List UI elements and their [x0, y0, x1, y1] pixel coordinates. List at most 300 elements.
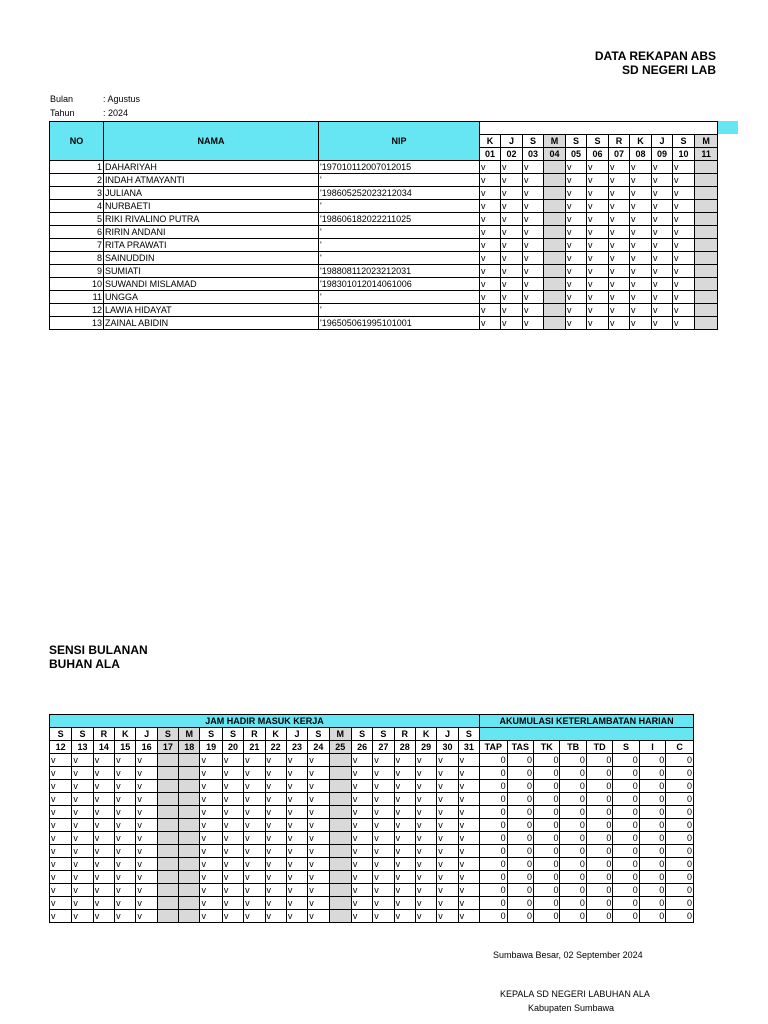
day-letter: R	[609, 135, 630, 148]
attendance-cell: v	[351, 897, 372, 910]
attendance-cell: v	[501, 213, 523, 226]
attendance-cell: v	[609, 252, 630, 265]
attendance-cell: v	[351, 910, 372, 923]
tahun-value: : 2024	[103, 108, 129, 118]
attendance-cell: v	[673, 317, 695, 330]
attendance-cell: v	[200, 897, 222, 910]
attendance-cell: v	[523, 278, 544, 291]
attendance-cell: v	[587, 226, 609, 239]
attendance-cell: v	[652, 200, 673, 213]
attendance-cell: v	[115, 832, 136, 845]
akumulasi-col-header: S	[613, 741, 639, 754]
attendance-cell: v	[308, 832, 329, 845]
attendance-cell: v	[351, 767, 372, 780]
akumulasi-cell: 0	[507, 858, 533, 871]
signature-subtitle: Kabupaten Sumbawa	[528, 1003, 615, 1013]
row-nip: '198301012014061006	[319, 278, 480, 291]
attendance-cell: v	[115, 845, 136, 858]
table-row	[50, 213, 718, 226]
attendance-cell	[329, 858, 351, 871]
attendance-cell: v	[115, 884, 136, 897]
attendance-cell: v	[136, 767, 157, 780]
akumulasi-cell: 0	[613, 819, 639, 832]
attendance-cell: v	[566, 239, 587, 252]
attendance-cell: v	[587, 291, 609, 304]
attendance-cell: v	[72, 806, 93, 819]
table-row	[50, 278, 718, 291]
attendance-cell: v	[286, 910, 307, 923]
attendance-cell: v	[587, 252, 609, 265]
attendance-cell: v	[566, 161, 587, 174]
bulan-label: Bulan	[50, 94, 74, 104]
attendance-cell: v	[630, 226, 652, 239]
attendance-cell	[157, 897, 178, 910]
attendance-cell: v	[286, 754, 307, 767]
attendance-cell: v	[673, 161, 695, 174]
row-no: 8	[50, 252, 104, 265]
row-nip: '	[319, 200, 480, 213]
akumulasi-cell: 0	[534, 754, 560, 767]
attendance-cell: v	[50, 780, 72, 793]
attendance-cell: v	[501, 226, 523, 239]
row-no: 1	[50, 161, 104, 174]
akumulasi-cell: 0	[586, 767, 612, 780]
attendance-cell	[179, 793, 200, 806]
attendance-cell: v	[136, 871, 157, 884]
attendance-cell: v	[351, 845, 372, 858]
attendance-cell: v	[222, 819, 243, 832]
attendance-cell: v	[200, 780, 222, 793]
attendance-cell: v	[566, 291, 587, 304]
tahun-label: Tahun	[50, 108, 75, 118]
attendance-cell: v	[244, 832, 265, 845]
row-nama: INDAH ATMAYANTI	[104, 174, 319, 187]
attendance-cell: v	[523, 291, 544, 304]
row-no: 13	[50, 317, 104, 330]
attendance-cell: v	[587, 278, 609, 291]
row-nama: UNGGA	[104, 291, 319, 304]
attendance-cell: v	[351, 780, 372, 793]
akumulasi-spacer	[480, 728, 694, 741]
day-letter: M	[329, 728, 351, 741]
attendance-cell: v	[93, 819, 114, 832]
attendance-cell: v	[50, 871, 72, 884]
attendance-cell: v	[394, 897, 415, 910]
akumulasi-cell: 0	[586, 832, 612, 845]
row-nip: '	[319, 291, 480, 304]
attendance-cell: v	[286, 858, 307, 871]
akumulasi-cell: 0	[639, 897, 665, 910]
row-nip: '197010112007012015	[319, 161, 480, 174]
day-number: 17	[157, 741, 178, 754]
day-number: 15	[115, 741, 136, 754]
akumulasi-cell: 0	[534, 793, 560, 806]
akumulasi-cell: 0	[534, 806, 560, 819]
attendance-cell: v	[566, 174, 587, 187]
akumulasi-cell: 0	[507, 910, 533, 923]
attendance-cell: v	[136, 806, 157, 819]
akumulasi-cell: 0	[560, 754, 586, 767]
akumulasi-cell: 0	[639, 910, 665, 923]
akumulasi-cell: 0	[586, 858, 612, 871]
akumulasi-cell: 0	[560, 767, 586, 780]
attendance-cell: v	[244, 780, 265, 793]
day-number: 16	[136, 741, 157, 754]
table-row	[50, 897, 694, 910]
akumulasi-cell: 0	[480, 832, 507, 845]
row-nama: RIRIN ANDANI	[104, 226, 319, 239]
attendance-cell: v	[652, 304, 673, 317]
table-row	[50, 910, 694, 923]
attendance-cell	[329, 767, 351, 780]
akumulasi-cell: 0	[666, 910, 694, 923]
attendance-cell: v	[609, 213, 630, 226]
day-number: 14	[93, 741, 114, 754]
attendance-cell: v	[373, 871, 394, 884]
attendance-cell	[544, 187, 566, 200]
akumulasi-cell: 0	[666, 767, 694, 780]
akumulasi-cell: 0	[639, 754, 665, 767]
attendance-cell: v	[480, 304, 501, 317]
attendance-cell: v	[222, 845, 243, 858]
akumulasi-cell: 0	[639, 845, 665, 858]
place-date: Sumbawa Besar, 02 September 2024	[493, 950, 643, 960]
akumulasi-cell: 0	[586, 884, 612, 897]
akumulasi-cell: 0	[480, 858, 507, 871]
attendance-cell: v	[265, 845, 286, 858]
akumulasi-cell: 0	[507, 884, 533, 897]
table-row	[50, 187, 718, 200]
days-group-header	[480, 122, 718, 135]
attendance-cell: v	[286, 871, 307, 884]
attendance-cell: v	[609, 265, 630, 278]
attendance-cell: v	[200, 858, 222, 871]
attendance-cell: v	[265, 767, 286, 780]
attendance-cell: v	[265, 884, 286, 897]
attendance-cell: v	[115, 754, 136, 767]
attendance-cell: v	[373, 819, 394, 832]
attendance-cell	[157, 845, 178, 858]
attendance-cell: v	[222, 832, 243, 845]
attendance-cell: v	[437, 767, 458, 780]
attendance-cell	[695, 252, 718, 265]
attendance-cell	[179, 806, 200, 819]
attendance-cell: v	[415, 897, 436, 910]
attendance-cell: v	[265, 832, 286, 845]
akumulasi-cell: 0	[666, 793, 694, 806]
attendance-cell: v	[523, 317, 544, 330]
attendance-cell: v	[265, 819, 286, 832]
attendance-cell: v	[458, 819, 480, 832]
attendance-cell	[695, 200, 718, 213]
table-row	[50, 291, 718, 304]
attendance-cell: v	[115, 871, 136, 884]
akumulasi-cell: 0	[613, 780, 639, 793]
attendance-cell: v	[630, 161, 652, 174]
attendance-cell: v	[308, 884, 329, 897]
day-letter: K	[265, 728, 286, 741]
day-number: 19	[200, 741, 222, 754]
attendance-cell	[179, 832, 200, 845]
attendance-cell	[544, 174, 566, 187]
attendance-cell: v	[308, 858, 329, 871]
attendance-cell: v	[244, 845, 265, 858]
akumulasi-cell: 0	[507, 845, 533, 858]
attendance-cell	[544, 291, 566, 304]
day-number: 02	[501, 148, 523, 161]
attendance-cell: v	[265, 754, 286, 767]
attendance-cell: v	[480, 174, 501, 187]
attendance-cell: v	[566, 304, 587, 317]
attendance-cell: v	[523, 265, 544, 278]
akumulasi-cell: 0	[534, 845, 560, 858]
akumulasi-cell: 0	[666, 806, 694, 819]
attendance-cell: v	[136, 897, 157, 910]
akumulasi-cell: 0	[639, 832, 665, 845]
attendance-cell	[695, 174, 718, 187]
akumulasi-cell: 0	[480, 754, 507, 767]
day-letter: R	[93, 728, 114, 741]
attendance-cell: v	[351, 884, 372, 897]
akumulasi-cell: 0	[586, 910, 612, 923]
attendance-cell: v	[480, 278, 501, 291]
day-letter: K	[480, 135, 501, 148]
akumulasi-cell: 0	[507, 819, 533, 832]
attendance-cell: v	[501, 291, 523, 304]
attendance-cell	[329, 871, 351, 884]
day-number: 13	[72, 741, 93, 754]
attendance-cell: v	[587, 265, 609, 278]
row-no: 3	[50, 187, 104, 200]
akumulasi-cell: 0	[666, 858, 694, 871]
akumulasi-cell: 0	[666, 819, 694, 832]
attendance-cell: v	[136, 832, 157, 845]
attendance-cell: v	[566, 213, 587, 226]
akumulasi-cell: 0	[507, 780, 533, 793]
day-letter: R	[244, 728, 265, 741]
day-letter: J	[286, 728, 307, 741]
attendance-cell	[179, 858, 200, 871]
day-number: 20	[222, 741, 243, 754]
attendance-cell: v	[587, 187, 609, 200]
day-letter: M	[544, 135, 566, 148]
akumulasi-cell: 0	[613, 897, 639, 910]
attendance-cell: v	[394, 910, 415, 923]
attendance-cell: v	[308, 871, 329, 884]
attendance-cell: v	[394, 780, 415, 793]
attendance-cell	[329, 832, 351, 845]
table-row	[50, 819, 694, 832]
row-nama: NURBAETI	[104, 200, 319, 213]
akumulasi-cell: 0	[639, 780, 665, 793]
attendance-cell: v	[415, 819, 436, 832]
attendance-cell: v	[501, 200, 523, 213]
akumulasi-cell: 0	[666, 897, 694, 910]
attendance-cell: v	[244, 897, 265, 910]
attendance-cell: v	[115, 910, 136, 923]
attendance-cell	[157, 793, 178, 806]
attendance-cell: v	[630, 304, 652, 317]
attendance-cell	[329, 884, 351, 897]
row-nama: JULIANA	[104, 187, 319, 200]
day-letter: K	[115, 728, 136, 741]
attendance-cell: v	[50, 832, 72, 845]
attendance-cell	[695, 291, 718, 304]
day-number: 21	[244, 741, 265, 754]
attendance-cell: v	[286, 806, 307, 819]
attendance-cell: v	[458, 845, 480, 858]
row-nip: '	[319, 226, 480, 239]
day-number: 26	[351, 741, 372, 754]
day-number: 06	[587, 148, 609, 161]
attendance-cell: v	[480, 187, 501, 200]
akumulasi-cell: 0	[560, 845, 586, 858]
row-nip: '198808112023212031	[319, 265, 480, 278]
day-letter: S	[458, 728, 480, 741]
attendance-cell: v	[501, 252, 523, 265]
attendance-cell: v	[673, 213, 695, 226]
attendance-cell: v	[587, 161, 609, 174]
attendance-cell: v	[437, 806, 458, 819]
attendance-cell: v	[222, 780, 243, 793]
attendance-cell: v	[222, 884, 243, 897]
akumulasi-cell: 0	[560, 819, 586, 832]
attendance-cell: v	[50, 845, 72, 858]
attendance-cell	[329, 806, 351, 819]
attendance-cell	[544, 200, 566, 213]
attendance-cell: v	[50, 754, 72, 767]
day-number: 04	[544, 148, 566, 161]
row-no: 9	[50, 265, 104, 278]
attendance-cell: v	[93, 871, 114, 884]
attendance-cell: v	[480, 291, 501, 304]
attendance-cell: v	[673, 187, 695, 200]
day-number: 29	[415, 741, 436, 754]
attendance-cell: v	[308, 819, 329, 832]
attendance-cell: v	[93, 884, 114, 897]
row-no: 11	[50, 291, 104, 304]
akumulasi-cell: 0	[639, 858, 665, 871]
attendance-cell: v	[373, 806, 394, 819]
akumulasi-cell: 0	[639, 793, 665, 806]
col-header-no: NO	[50, 122, 104, 161]
attendance-cell: v	[566, 265, 587, 278]
row-nama: DAHARIYAH	[104, 161, 319, 174]
day-number: 31	[458, 741, 480, 754]
attendance-cell: v	[394, 845, 415, 858]
day-letter: S	[50, 728, 72, 741]
attendance-cell	[544, 239, 566, 252]
akumulasi-cell: 0	[560, 871, 586, 884]
attendance-cell: v	[286, 780, 307, 793]
attendance-cell: v	[523, 239, 544, 252]
row-nip: '198605252023212034	[319, 187, 480, 200]
attendance-cell: v	[630, 187, 652, 200]
attendance-cell: v	[523, 161, 544, 174]
group-header-akumulasi: AKUMULASI KETERLAMBATAN HARIAN	[480, 715, 694, 728]
akumulasi-cell: 0	[507, 767, 533, 780]
attendance-cell: v	[566, 187, 587, 200]
akumulasi-cell: 0	[480, 910, 507, 923]
attendance-cell: v	[351, 793, 372, 806]
table-row	[50, 793, 694, 806]
akumulasi-cell: 0	[560, 793, 586, 806]
table-row	[50, 161, 718, 174]
attendance-cell: v	[286, 793, 307, 806]
attendance-cell	[179, 780, 200, 793]
attendance-cell: v	[200, 806, 222, 819]
attendance-cell: v	[458, 884, 480, 897]
akumulasi-cell: 0	[507, 871, 533, 884]
akumulasi-cell: 0	[613, 754, 639, 767]
attendance-cell: v	[222, 858, 243, 871]
akumulasi-col-header: TD	[586, 741, 612, 754]
attendance-cell: v	[458, 910, 480, 923]
attendance-cell	[329, 793, 351, 806]
attendance-cell: v	[72, 845, 93, 858]
attendance-cell: v	[265, 910, 286, 923]
day-number: 25	[329, 741, 351, 754]
attendance-cell	[157, 871, 178, 884]
attendance-cell: v	[93, 845, 114, 858]
attendance-cell	[695, 304, 718, 317]
attendance-cell: v	[244, 819, 265, 832]
attendance-cell: v	[286, 845, 307, 858]
row-nip: '	[319, 239, 480, 252]
attendance-cell: v	[501, 161, 523, 174]
attendance-cell: v	[437, 897, 458, 910]
attendance-cell: v	[373, 780, 394, 793]
table-row	[50, 754, 694, 767]
attendance-cell: v	[458, 780, 480, 793]
attendance-cell	[544, 226, 566, 239]
day-letter: S	[673, 135, 695, 148]
attendance-cell: v	[136, 884, 157, 897]
table-row	[50, 767, 694, 780]
attendance-cell: v	[630, 174, 652, 187]
akumulasi-cell: 0	[666, 845, 694, 858]
day-letter: M	[179, 728, 200, 741]
attendance-cell: v	[652, 226, 673, 239]
day-number: 01	[480, 148, 501, 161]
attendance-cell: v	[222, 910, 243, 923]
attendance-cell: v	[244, 910, 265, 923]
table-row	[50, 200, 718, 213]
attendance-cell: v	[652, 278, 673, 291]
attendance-cell: v	[50, 793, 72, 806]
attendance-cell: v	[244, 767, 265, 780]
attendance-cell: v	[566, 317, 587, 330]
akumulasi-cell: 0	[613, 806, 639, 819]
attendance-cell: v	[566, 252, 587, 265]
day-letter: S	[373, 728, 394, 741]
attendance-cell: v	[351, 806, 372, 819]
attendance-cell: v	[587, 200, 609, 213]
attendance-cell: v	[93, 767, 114, 780]
attendance-cell	[157, 754, 178, 767]
attendance-cell: v	[373, 767, 394, 780]
attendance-cell	[329, 897, 351, 910]
attendance-cell: v	[308, 754, 329, 767]
attendance-cell	[695, 226, 718, 239]
attendance-cell: v	[458, 793, 480, 806]
attendance-cell: v	[93, 910, 114, 923]
attendance-cell: v	[394, 884, 415, 897]
attendance-cell: v	[373, 845, 394, 858]
attendance-cell: v	[415, 858, 436, 871]
attendance-cell: v	[480, 252, 501, 265]
attendance-cell: v	[523, 200, 544, 213]
